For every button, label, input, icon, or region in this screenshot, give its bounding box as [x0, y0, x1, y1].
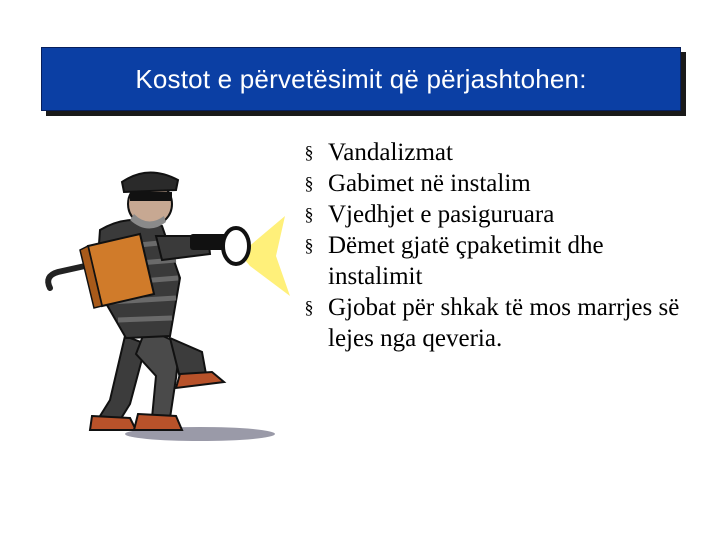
bullet-marker-icon: § [304, 204, 314, 224]
bullet-item [302, 137, 702, 168]
bullet-item [302, 199, 702, 230]
bullet-marker-icon: § [304, 142, 314, 162]
bullet-marker-icon: § [304, 235, 314, 255]
bullet-item [302, 230, 702, 292]
bullet-text: Dëmet gjatë çpaketimit dhe instalimit [328, 232, 604, 290]
bullet-list [302, 137, 702, 354]
title-banner [41, 47, 681, 111]
bullet-marker-icon: § [304, 297, 314, 317]
bullet-item [302, 168, 702, 199]
bullet-marker-icon: § [304, 173, 314, 193]
burglar-with-flashlight-icon [30, 168, 300, 458]
bullet-text: Vjedhjet e pasiguruara [328, 201, 555, 228]
bullet-text: Gjobat për shkak të mos marrjes së lejes nga qeveria. [328, 294, 680, 352]
bullet-text: Vandalizmat [328, 139, 453, 166]
slide-title: Kostot e përvetësimit që përjashtohen: [135, 63, 587, 94]
bullet-text: Gabimet në instalim [328, 170, 531, 197]
bullet-item [302, 292, 702, 354]
